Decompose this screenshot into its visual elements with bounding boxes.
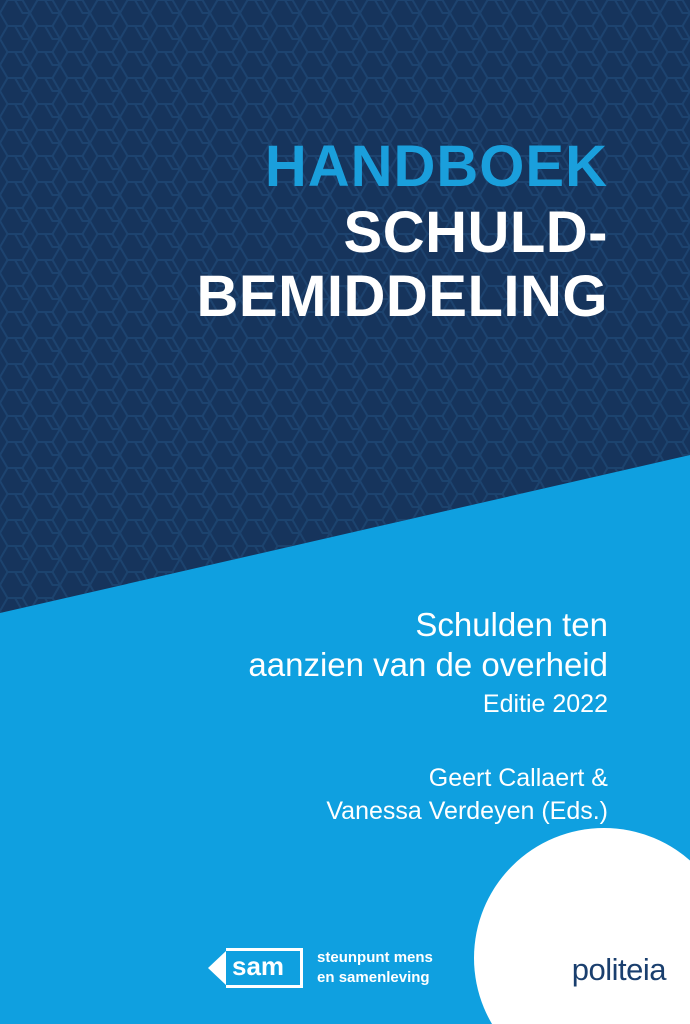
sam-tagline bbox=[317, 948, 433, 989]
sam-logo-name: sam bbox=[226, 948, 303, 988]
sam-arrow-icon bbox=[208, 951, 226, 985]
author-line-1: Geert Callaert & bbox=[428, 764, 608, 792]
title-line-bemiddeling: BEMIDDELING bbox=[196, 264, 608, 329]
cover-title bbox=[196, 134, 609, 329]
subtitle-line-1: Schulden ten bbox=[415, 606, 608, 643]
author-line-2: Vanessa Verdeyen (Eds.) bbox=[326, 796, 608, 825]
sam-tagline-line-1: steunpunt mens bbox=[317, 948, 433, 966]
sam-logo bbox=[208, 948, 433, 989]
title-line-handboek: HANDBOEK bbox=[264, 134, 608, 199]
sam-tagline-line-2: en samenleving bbox=[317, 968, 430, 986]
title-line-schuld: SCHULD- bbox=[343, 200, 608, 265]
subtitle-line-2: aanzien van de overheid bbox=[248, 646, 608, 684]
publisher-logo: politeia bbox=[571, 952, 666, 987]
cover-subtitle bbox=[248, 605, 608, 719]
sam-flag-shape bbox=[208, 948, 303, 988]
edition-label: Editie 2022 bbox=[482, 689, 608, 718]
cover-authors bbox=[326, 762, 608, 827]
